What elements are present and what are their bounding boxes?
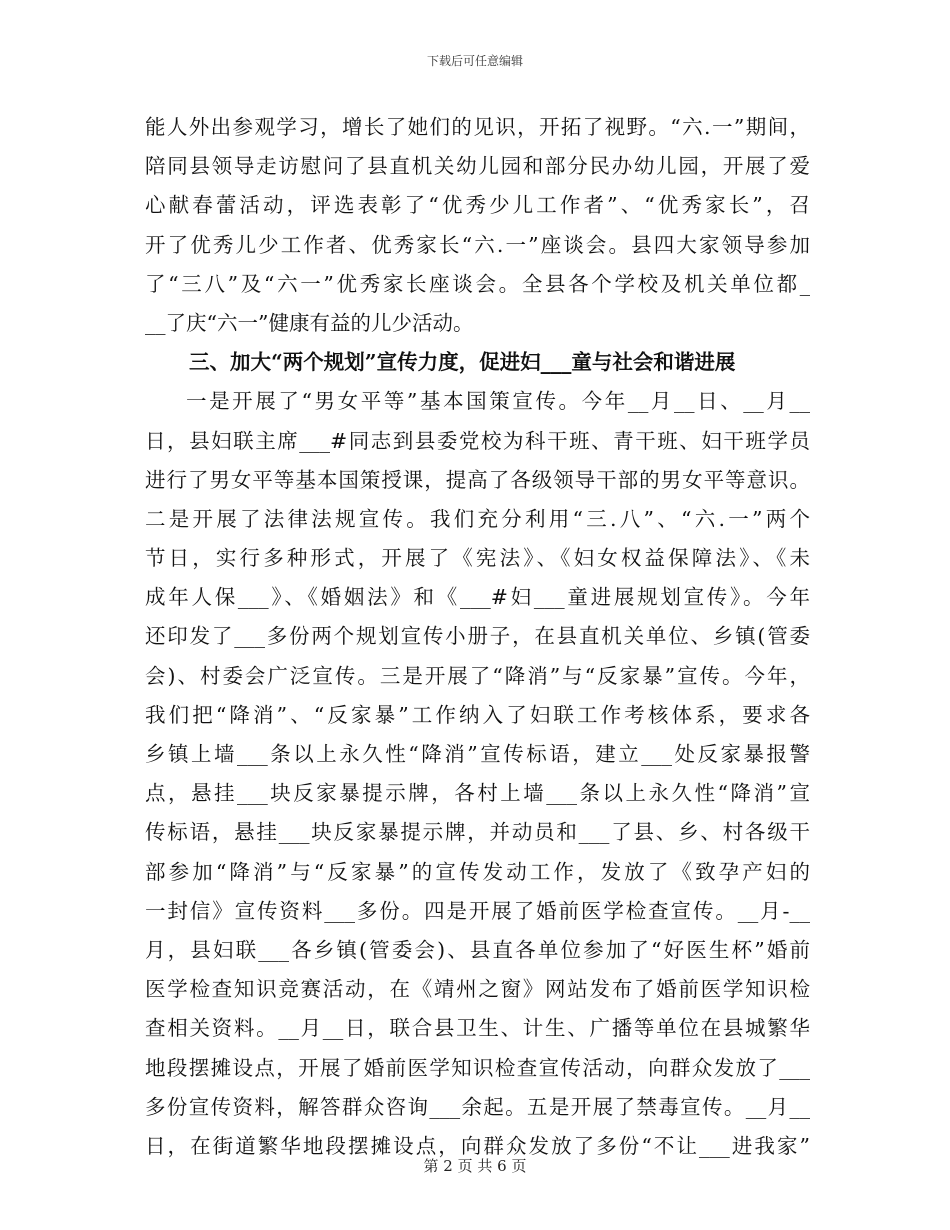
body-line: 日，在街道繁华地段摆摊设点，向群众发放了多份“不让___进我家”	[145, 1133, 810, 1158]
body-line: 成年人保___》、《婚姻法》和《___#妇___童进展规划宣传》。今年	[145, 585, 810, 610]
body-line: 一是开展了“男女平等”基本国策宣传。今年__月__日、__月__	[186, 389, 810, 414]
body-line: 乡镇上墙___条以上永久性“降消”宣传标语，建立___处反家暴报警	[145, 742, 810, 766]
body-line: 日，县妇联主席___#同志到县委党校为科干班、青干班、妇干班学员	[145, 428, 810, 453]
header-note: 下载后可任意编辑	[426, 54, 523, 68]
body-line: 多份宣传资料，解答群众咨询___余起。五是开展了禁毒宣传。__月__	[145, 1094, 810, 1119]
body-line: 陪同县领导走访慰问了县直机关幼儿园和部分民办幼儿园，开展了爱	[145, 154, 810, 179]
page-number: 第 2 页 共 6 页	[423, 1157, 527, 1175]
body-line: 还印发了___多份两个规划宣传小册子，在县直机关单位、乡镇(管委	[145, 624, 810, 649]
body-line: 开了优秀儿少工作者、优秀家长“六.一”座谈会。县四大家领导参加	[145, 232, 810, 257]
body-line: 会)、村委会广泛宣传。三是开展了“降消”与“反家暴”宣传。今年，	[145, 663, 810, 688]
body-line: 地段摆摊设点，开展了婚前医学知识检查宣传活动，向群众发放了___	[145, 1055, 810, 1080]
body-line: 月，县妇联___各乡镇(管委会)、县直各单位参加了“好医生杯”婚前	[145, 937, 810, 962]
body-line: 节日，实行多种形式，开展了《宪法》、《妇女权益保障法》、《未	[145, 546, 810, 571]
body-line: 我们把“降消”、“反家暴”工作纳入了妇联工作考核体系，要求各	[145, 702, 810, 727]
body-line: 进行了男女平等基本国策授课，提高了各级领导干部的男女平等意识。	[145, 467, 810, 492]
body-line: 能人外出参观学习，增长了她们的见识，开拓了视野。“六.一”期间，	[145, 115, 810, 139]
document-body	[145, 108, 810, 1166]
body-line: 心献春蕾活动，评选表彰了“优秀少儿工作者”、“优秀家长”，召	[145, 193, 810, 218]
body-line: 二是开展了法律法规宣传。我们充分利用“三.八”、“六.一”两个	[145, 506, 810, 531]
body-line: 传标语，悬挂___块反家暴提示牌，并动员和___了县、乡、村各级干	[145, 820, 810, 845]
body-line: 了“三八”及“六一”优秀家长座谈会。全县各个学校及机关单位都_	[145, 271, 810, 296]
body-line: 医学检查知识竞赛活动，在《靖州之窗》网站发布了婚前医学知识检	[145, 977, 810, 1002]
body-line: __了庆“六一”健康有益的儿少活动。	[145, 310, 474, 335]
body-line: 一封信》宣传资料___多份。四是开展了婚前医学检查宣传。__月-__	[145, 898, 810, 923]
body-line: 点，悬挂___块反家暴提示牌，各村上墙___条以上永久性“降消”宣	[145, 781, 810, 806]
body-line: 查相关资料。__月__日，联合县卫生、计生、广播等单位在县城繁华	[145, 1016, 810, 1041]
body-line: 部参加“降消”与“反家暴”的宣传发动工作，发放了《致孕产妇的	[145, 859, 810, 884]
section-heading: 三、加大“两个规划”宣传力度，促进妇___童与社会和谐进展	[189, 350, 736, 375]
